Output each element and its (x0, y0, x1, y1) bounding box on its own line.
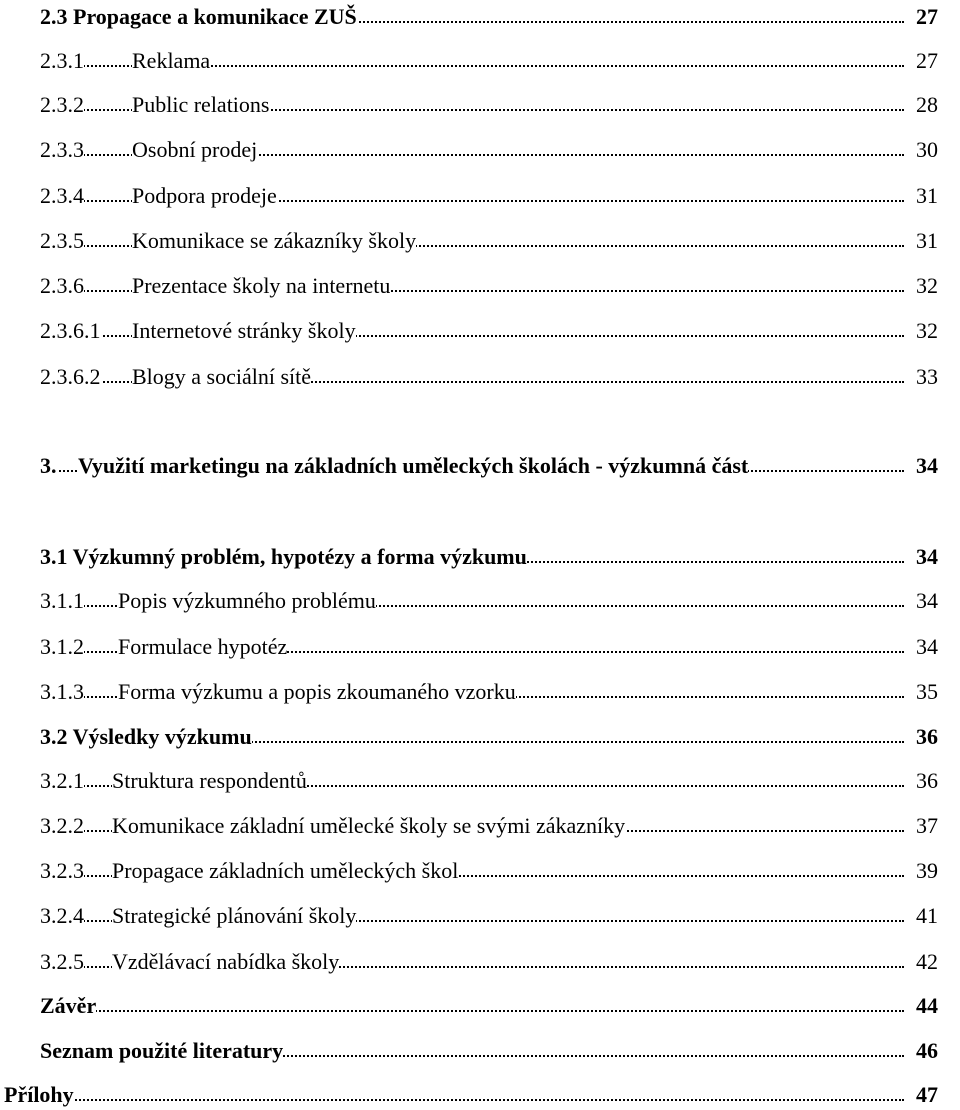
toc-entry-title: Struktura respondentů (112, 766, 307, 796)
toc-entry-title: Strategické plánování školy (112, 901, 356, 931)
toc-entry[interactable] (40, 181, 938, 211)
toc-entry-page: 35 (912, 677, 938, 707)
toc-entry-number: 3.1.2 (40, 632, 84, 662)
toc-entry-page: 34 (912, 586, 938, 616)
toc-entry-number: 2.3.6 (40, 271, 84, 301)
toc-entry-page: 27 (912, 2, 938, 32)
toc-entry-title: Podpora prodeje (132, 181, 277, 211)
toc-entry[interactable] (40, 722, 938, 752)
toc-entry-title: Osobní prodej (132, 135, 257, 165)
toc-entry[interactable] (40, 316, 938, 346)
toc-entry-number: 2.3.3 (40, 135, 84, 165)
toc-entry-title: Forma výzkumu a popis zkoumaného vzorku (118, 677, 516, 707)
dot-leader (40, 1010, 904, 1012)
toc-entry-number: Seznam použité literatury (40, 1036, 283, 1066)
toc-entry-page: 39 (912, 856, 938, 886)
toc-entry[interactable] (40, 947, 938, 977)
toc-entry-title: Komunikace se zákazníky školy (132, 226, 416, 256)
toc-entry-number: 3.2.2 (40, 811, 84, 841)
toc-entry-title: Propagace základních uměleckých škol (112, 856, 458, 886)
toc-entry-title: Internetové stránky školy (132, 316, 356, 346)
toc-entry[interactable] (4, 1080, 938, 1110)
toc-entry-number: 3.2.4 (40, 901, 84, 931)
toc-entry-title: Vzdělávací nabídka školy (112, 947, 339, 977)
dot-leader (4, 1099, 904, 1101)
toc-entry-page: 28 (912, 90, 938, 120)
toc-entry-page: 36 (912, 766, 938, 796)
toc-entry-number: 3.1 Výzkumný problém, hypotézy a forma výzkumu (40, 542, 527, 572)
toc-entry-number: Přílohy (4, 1080, 74, 1110)
toc-entry-title: Reklama (132, 46, 210, 76)
toc-entry-number: 2.3.5 (40, 226, 84, 256)
toc-entry-number: 2.3.1 (40, 46, 84, 76)
toc-entry-title: Formulace hypotéz (118, 632, 287, 662)
toc-entry[interactable] (40, 226, 938, 256)
toc-entry-page: 33 (912, 362, 938, 392)
toc-entry-number: 2.3.2 (40, 90, 84, 120)
toc-entry-page: 34 (912, 542, 938, 572)
toc-entry[interactable] (40, 2, 938, 32)
toc-entry-page: 30 (912, 135, 938, 165)
toc-entry-page: 27 (912, 46, 938, 76)
toc-entry-page: 36 (912, 722, 938, 752)
toc-entry[interactable] (40, 542, 938, 572)
toc-entry[interactable] (40, 271, 938, 301)
toc-entry[interactable] (40, 586, 938, 616)
toc-entry[interactable] (40, 135, 938, 165)
toc-entry[interactable] (40, 362, 938, 392)
toc-entry[interactable] (40, 451, 938, 481)
toc-entry[interactable] (40, 677, 938, 707)
toc-entry-number: 3. (40, 451, 57, 481)
toc-entry-page: 32 (912, 271, 938, 301)
toc-entry[interactable] (40, 901, 938, 931)
toc-entry-title: Využití marketingu na základních uměleckých školách - výzkumná část (78, 451, 748, 481)
toc-entry[interactable] (40, 856, 938, 886)
toc-entry-title: Prezentace školy na internetu (132, 271, 390, 301)
toc-entry-page: 34 (912, 632, 938, 662)
toc-entry-page: 31 (912, 226, 938, 256)
toc-entry-title: Komunikace základní umělecké školy se svými zákazníky (112, 811, 625, 841)
toc-entry-title: Popis výzkumného problému (118, 586, 376, 616)
toc-entry-number: 2.3 Propagace a komunikace ZUŠ (40, 2, 357, 32)
toc-entry-number: 2.3.6.2 (40, 362, 101, 392)
toc-entry-page: 32 (912, 316, 938, 346)
toc-entry-number: 3.2.3 (40, 856, 84, 886)
toc-entry-number: 3.2.5 (40, 947, 84, 977)
toc-entry-title: Blogy a sociální sítě (132, 362, 311, 392)
toc-entry-title: Public relations (132, 90, 269, 120)
toc-entry-number: 3.2 Výsledky výzkumu (40, 722, 252, 752)
toc-entry[interactable] (40, 90, 938, 120)
toc-entry-page: 34 (912, 451, 938, 481)
toc-entry[interactable] (40, 46, 938, 76)
toc-entry-number: 3.1.3 (40, 677, 84, 707)
toc-entry[interactable] (40, 632, 938, 662)
toc-entry-number: 2.3.4 (40, 181, 84, 211)
toc-entry-number: 3.2.1 (40, 766, 84, 796)
toc-entry[interactable] (40, 991, 938, 1021)
toc-entry[interactable] (40, 1036, 938, 1066)
toc-entry[interactable] (40, 811, 938, 841)
toc-entry-number: Závěr (40, 991, 96, 1021)
toc-entry-page: 31 (912, 181, 938, 211)
toc-entry[interactable] (40, 766, 938, 796)
toc-entry-page: 37 (912, 811, 938, 841)
toc-entry-page: 44 (912, 991, 938, 1021)
toc-entry-number: 3.1.1 (40, 586, 84, 616)
toc-entry-page: 41 (912, 901, 938, 931)
toc-entry-number: 2.3.6.1 (40, 316, 101, 346)
toc-entry-page: 42 (912, 947, 938, 977)
toc-entry-page: 47 (912, 1080, 938, 1110)
toc-entry-page: 46 (912, 1036, 938, 1066)
